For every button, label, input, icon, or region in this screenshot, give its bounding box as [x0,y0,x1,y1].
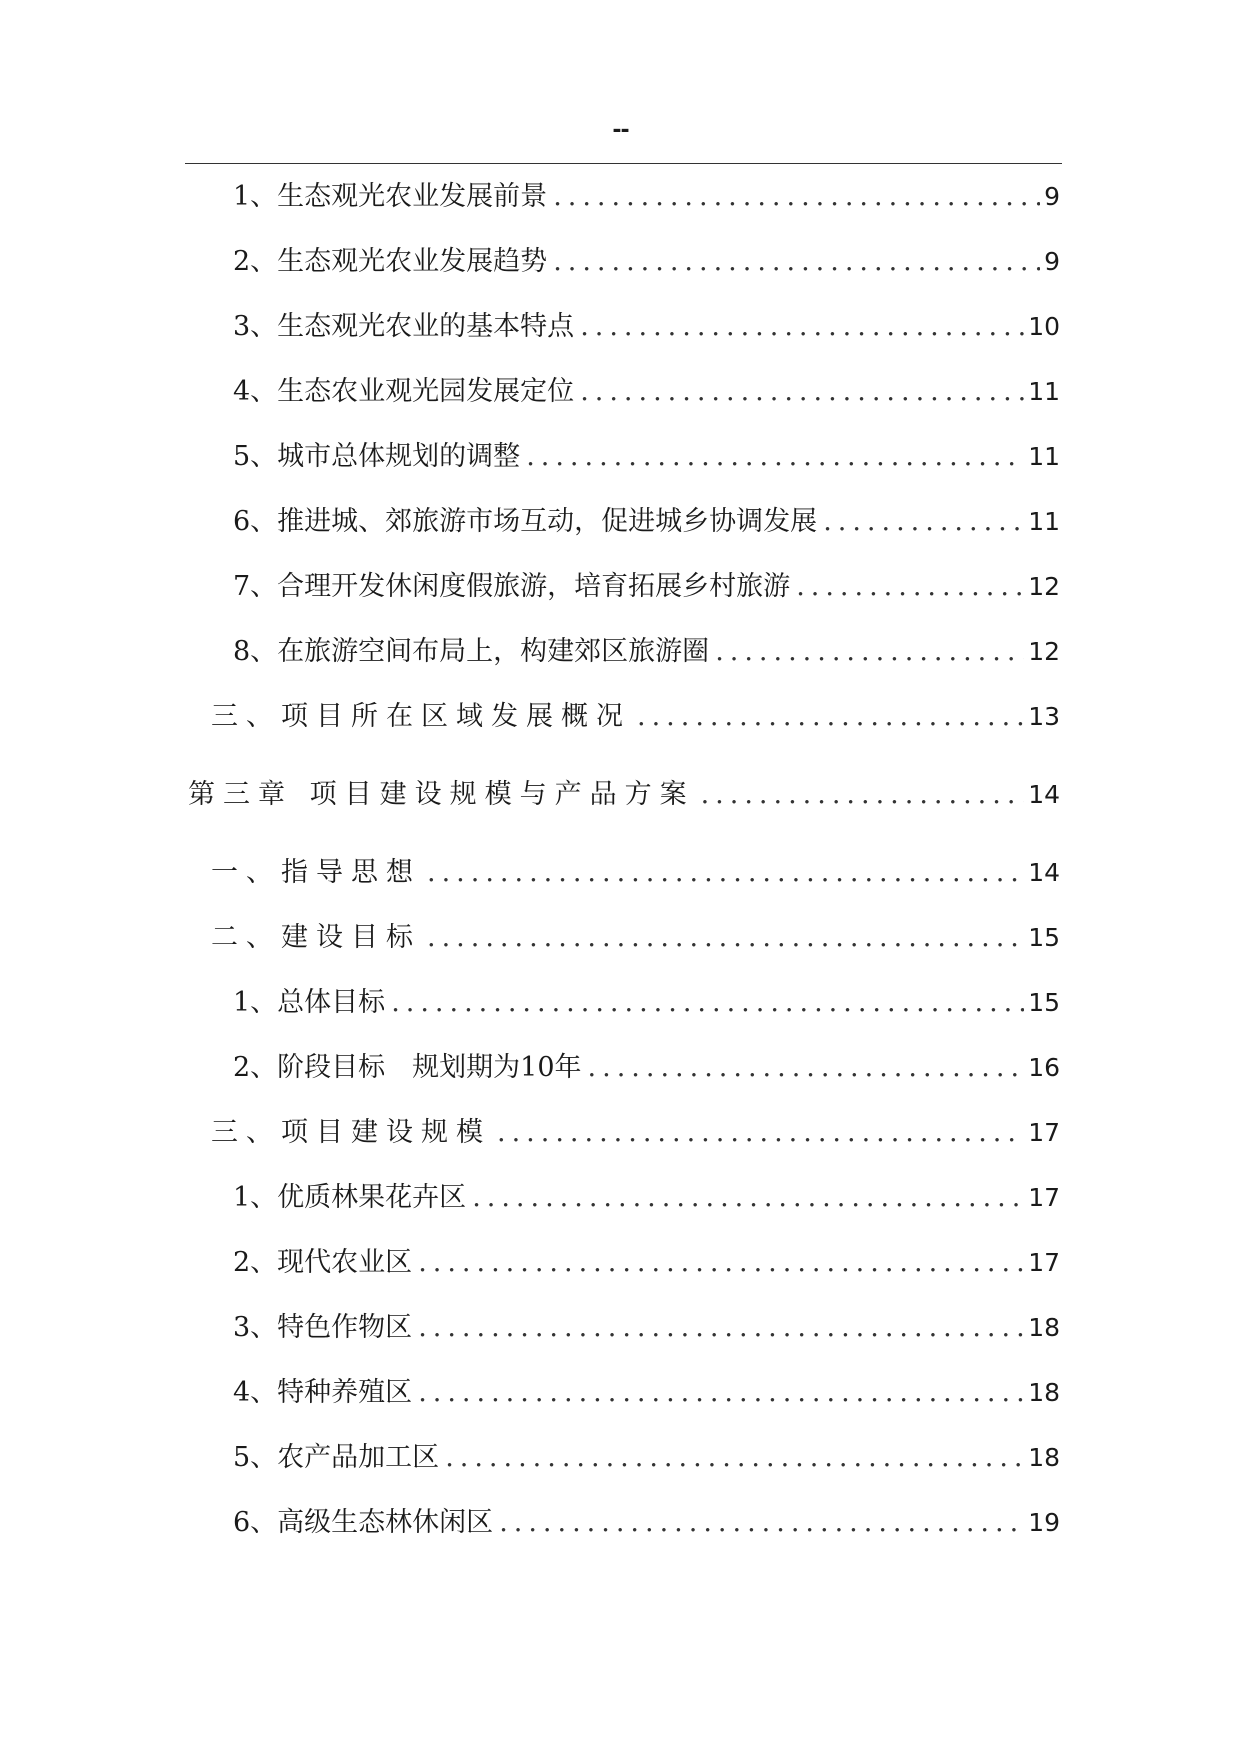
toc-leader-dots [580,377,1024,407]
toc-entry[interactable] [0,1303,1241,1343]
toc-section[interactable] [0,913,1241,953]
toc-entry-label: 三、项目所在区域发展概况 [211,701,631,732]
toc-leader-dots [637,702,1024,732]
toc-entry-label: 5、农产品加工区 [233,1442,440,1473]
toc-leader-dots [553,247,1040,277]
toc-entry-label: 6、高级生态林休闲区 [233,1507,494,1538]
toc-leader-dots [445,1443,1024,1473]
toc-entry[interactable] [0,172,1241,212]
toc-entry-page: 18 [1028,1443,1060,1472]
toc-entry[interactable] [0,978,1241,1018]
toc-entry-label: 二、建设目标 [211,922,421,953]
toc-entry-label: 1、总体目标 [233,987,386,1018]
toc-leader-dots [588,1053,1025,1083]
toc-leader-dots [553,182,1040,212]
toc-entry-page: 11 [1028,507,1060,536]
toc-leader-dots [796,572,1024,602]
toc-leader-dots [499,1508,1024,1538]
toc-entry[interactable] [0,367,1241,407]
toc-entry[interactable] [0,1433,1241,1473]
toc-entry-page: 17 [1028,1183,1060,1212]
toc-section[interactable] [0,1108,1241,1148]
toc-entry-page: 12 [1028,637,1060,666]
toc-entry-label: 一、指导思想 [211,857,421,888]
toc-entry[interactable] [0,627,1241,667]
toc-leader-dots [526,442,1024,472]
toc-entry-page: 14 [1028,780,1060,809]
toc-entry[interactable] [0,1498,1241,1538]
toc-entry[interactable] [0,432,1241,472]
toc-entry-page: 12 [1028,572,1060,601]
toc-entry-label: 6、推进城、郊旅游市场互动，促进城乡协调发展 [233,506,818,537]
toc-leader-dots [497,1118,1024,1148]
toc-section[interactable] [0,848,1241,888]
toc-leader-dots [427,923,1024,953]
toc-entry-label: 8、在旅游空间布局上，构建郊区旅游圈 [233,636,710,667]
toc-entry-label: 2、现代农业区 [233,1247,413,1278]
toc-section[interactable] [0,692,1241,732]
toc-entry-page: 9 [1044,182,1060,211]
toc-entry-page: 17 [1028,1118,1060,1147]
toc-leader-dots [391,988,1024,1018]
toc-entry-label: 1、生态观光农业发展前景 [233,181,548,212]
toc-entry-label: 7、合理开发休闲度假旅游，培育拓展乡村旅游 [233,571,791,602]
toc-entry-label: 三、项目建设规模 [211,1117,491,1148]
toc-leader-dots [715,637,1024,667]
toc-entry[interactable] [0,1238,1241,1278]
toc-entry[interactable] [0,497,1241,537]
toc-entry-page: 15 [1028,988,1060,1017]
toc-entry-page: 19 [1028,1508,1060,1537]
toc-leader-dots [418,1248,1024,1278]
toc-entry-page: 18 [1028,1378,1060,1407]
toc-entry-page: 18 [1028,1313,1060,1342]
toc-entry-page: 15 [1028,923,1060,952]
toc-leader-dots [472,1183,1024,1213]
toc-entry[interactable] [0,237,1241,277]
toc-entry-label: 4、特种养殖区 [233,1377,413,1408]
toc-entry-page: 10 [1028,312,1060,341]
toc-entry-label: 2、生态观光农业发展趋势 [233,246,548,277]
toc-leader-dots [580,312,1024,342]
header-mark: -- [612,118,629,143]
toc-entry-label: 2、阶段目标 规划期为10年 [233,1052,582,1083]
toc-entry-page: 11 [1028,377,1060,406]
toc-entry[interactable] [0,562,1241,602]
toc-leader-dots [427,858,1024,888]
toc-leader-dots [418,1313,1024,1343]
toc-entry-page: 17 [1028,1248,1060,1277]
toc-chapter[interactable] [0,770,1241,810]
toc-entry-page: 16 [1028,1053,1060,1082]
toc-entry-page: 14 [1028,858,1060,887]
toc-entry-label: 3、生态观光农业的基本特点 [233,311,575,342]
toc-entry-label: 第三章 项目建设规模与产品方案 [188,779,695,810]
toc-leader-dots [701,780,1025,810]
toc-entry[interactable] [0,1368,1241,1408]
toc-entry-label: 5、城市总体规划的调整 [233,441,521,472]
toc-entry-page: 13 [1028,702,1060,731]
toc-entry-page: 11 [1028,442,1060,471]
toc-entry[interactable] [0,302,1241,342]
toc-entry-label: 4、生态农业观光园发展定位 [233,376,575,407]
toc-entry[interactable] [0,1043,1241,1083]
toc-leader-dots [418,1378,1024,1408]
toc-entry-label: 3、特色作物区 [233,1312,413,1343]
toc-entry-label: 1、优质林果花卉区 [233,1182,467,1213]
toc-leader-dots [823,507,1024,537]
toc-entry-page: 9 [1044,247,1060,276]
toc-entry[interactable] [0,1173,1241,1213]
